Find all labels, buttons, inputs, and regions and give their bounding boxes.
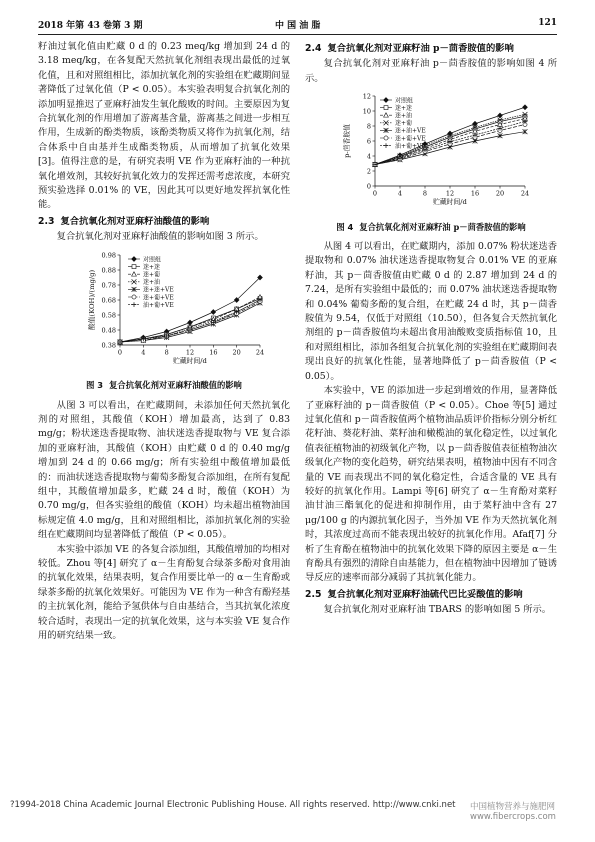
x-tick-label: 20 <box>495 189 505 198</box>
section-number: 2.5 <box>305 588 322 600</box>
legend-label: 迷+葡+VE <box>143 293 174 301</box>
section-title: 复合抗氧化剂对亚麻籽油硫代巴比妥酸值的影响 <box>327 588 523 600</box>
y-axis-label: 酸值(KOH)/(mg/g) <box>88 269 96 330</box>
legend-label: 迷+油+VE <box>395 127 426 135</box>
y-tick-label: 0.68 <box>101 296 116 305</box>
x-tick-label: 12 <box>185 348 195 357</box>
page-number: 121 <box>538 18 557 28</box>
y-tick-label: 0 <box>366 182 371 191</box>
copyright-line: ?1994-2018 China Academic Journal Electronic Publishing House. All rights reserved. http://www.cnki.net <box>10 800 456 810</box>
header-rule <box>38 34 557 35</box>
legend-label: 油+葡+VE <box>143 301 174 309</box>
y-axis-label: p-茴香胺值 <box>343 124 351 159</box>
x-axis-label: 贮藏时间/d <box>173 356 207 365</box>
legend-label: 对照组 <box>143 255 162 263</box>
data-point <box>498 113 503 118</box>
y-tick-label: 0.88 <box>101 266 116 275</box>
data-point <box>132 271 137 275</box>
x-tick-label: 4 <box>141 348 146 357</box>
legend <box>380 97 426 151</box>
legend-label: 迷+迷+VE <box>143 286 174 294</box>
data-point <box>384 113 389 117</box>
x-tick-label: 12 <box>445 189 455 198</box>
legend-label: 迷+迷 <box>395 105 413 113</box>
legend <box>128 255 174 309</box>
y-tick-label: 0.98 <box>101 251 116 260</box>
x-tick-label: 8 <box>422 189 428 198</box>
journal-name: 中 国 油 脂 <box>275 21 321 31</box>
figure-4-caption <box>305 220 557 234</box>
data-point <box>211 309 216 314</box>
x-tick-label: 0 <box>117 348 123 357</box>
x-tick-label: 24 <box>520 189 530 198</box>
figure-3-chart <box>38 249 290 371</box>
series-line <box>120 297 260 342</box>
running-header <box>0 18 595 32</box>
x-tick-label: 4 <box>397 189 403 198</box>
series-2 <box>118 294 263 343</box>
y-tick-label: 4 <box>366 152 371 161</box>
x-tick-label: 24 <box>255 348 265 357</box>
section-title: 复合抗氧化剂对亚麻籽油 p－茴香胺值的影响 <box>327 43 514 54</box>
section-number: 2.4 <box>305 43 322 54</box>
y-tick-label: 8 <box>366 122 371 131</box>
y-tick-label: 2 <box>366 167 371 176</box>
x-tick-label: 20 <box>232 348 241 357</box>
y-tick-label: 6 <box>366 137 371 146</box>
legend-label: 对照组 <box>395 97 414 105</box>
legend-label: 迷+葡 <box>395 120 413 128</box>
right-column <box>305 40 557 618</box>
paragraph: 本实验中添加 VE 的各复合添加组，其酸值增加的均相对较低。Zhou 等[4] 研究了 α－生育酚复合绿茶多酚对食用油的抗氧化效果，结果表明，复合作用要比单一的 α－生育酚或绿茶多酚的抗氧化效果好。可能因为 VE 作为一种含有酚羟基的主抗氧化剂，能给予氢供体与自由基结合，当其抗氧化浓度较合适时，表现出一定的抗氧化效果，这与本实验 VE 复合作用的研究结果一致。 <box>38 543 290 641</box>
y-tick-label: 0.48 <box>101 326 116 335</box>
figure-3 <box>38 249 290 376</box>
x-tick-label: 0 <box>372 189 378 198</box>
data-point <box>132 264 136 268</box>
figure-number: 图 4 <box>336 221 354 232</box>
figure-4-chart <box>305 90 557 212</box>
paragraph: 籽油过氧化值由贮藏 0 d 的 0.23 meq/kg 增加到 24 d 的 3.18 meq/kg，在各复配天然抗氧化剂组表现出最低的过氧化值，且和对照组相比，添加抗氧化剂的实验组在贮藏期间显著降低了过氧化值（P < 0.05）。本实验表明复合抗氧化剂的添加明显推迟了亚麻籽油发生氧化酸败的时间。主要原因为复合抗氧化剂的作用增加了游离基含量，游离基之间进一步相互作用，生成新的酚类物质，该酚类物质又将作为抗氧化剂，结合体系中自由基并生成酯类物质，从而增加了抗氧化效果[3]。值得注意的是，有研究表明 VE 作为亚麻籽油的一种抗氧化增效剂，其较好抗氧化效力的发挥还需考虑浓度，本研究预实验选择 0.01% 的 VE，因此其可以更好地发挥抗氧化性能。 <box>38 41 290 211</box>
x-tick-label: 8 <box>164 348 169 357</box>
figure-title: 复合抗氧化剂对亚麻籽油 p－茴香胺值的影响 <box>359 221 526 232</box>
x-axis-label: 贮藏时间/d <box>433 198 467 207</box>
x-tick-label: 16 <box>470 189 480 198</box>
figure-4 <box>305 90 557 217</box>
data-point <box>384 143 389 148</box>
paragraph: 本实验中，VE 的添加进一步起到增效的作用，显著降低了亚麻籽油的 p－茴香胺值（P < 0.05）。Choe 等[5] 通过过氧化值和 p－茴香胺值两个植物油品质评价指标分别分析红花籽油、葵花籽油、菜籽油和橄榄油的氧化稳定性，以过氧化值表征植物油的初级氧化产物，以 p－茴香胺值表征植物油次级氧化产物的变化趋势，研究结果表明，植物油中因有不同含量的 VE 而表现出不同的氧化稳定性，合适含量的 VE 具有较好的抗氧化作用。Lampi 等[6] 研究了 α－生育酚对菜籽油甘油三酯氧化的促进和抑制作用，由于菜籽油中含有 27 μg/100 g 的内源抗氧化因子，当外加 VE 作为天然抗氧化剂时，其浓度过高而不能表现出较好的抗氧化作用。Afaf[7] 分析了生育酚在植物油中的抗氧化效果下降的原因主要是 α－生育酚具有强烈的清除自由基能力，但在植物油中因增加了链诱导反应的速率而部分减弱了其抗氧化能力。 <box>305 385 557 584</box>
legend-label: 油+葡+VE <box>395 143 426 151</box>
y-tick-label: 0.58 <box>101 311 116 320</box>
watermark-text: 中国植物营养与施肥网 www.fibercrops.com <box>470 802 556 822</box>
data-point <box>132 256 137 261</box>
data-point <box>384 136 388 140</box>
left-column <box>38 40 290 643</box>
data-point <box>384 98 389 103</box>
y-tick-label: 12 <box>362 92 371 101</box>
legend-label: 迷+油 <box>395 112 413 120</box>
legend-label: 迷+油 <box>143 278 161 286</box>
x-tick-label: 16 <box>209 348 218 357</box>
paragraph: 复合抗氧化剂对亚麻籽油 TBARS 的影响如图 5 所示。 <box>323 604 552 616</box>
paragraph: 从图 3 可以看出，在贮藏期间，未添加任何天然抗氧化剂的对照组，其酸值（KOH）增加最高，达到了 0.83 mg/g；粉状迷迭香提取物、油状迷迭香提取物与 VE 复合添加的亚麻籽油，其酸值（KOH）由贮藏 0 d 的 0.40 mg/g 增加到 24 d 的 0.66 mg/g；所有实验组中酸值增加最低的：而油状迷迭香提取物与葡萄多酚复合添加组，在所有复配组中，其酸值增加最多，贮藏 24 d 时，酸值（KOH）为 0.70 mg/g，但各实验组的酸值（KOH）均未超出植物油国标规定值 4.0 mg/g，且和对照组相比，添加抗氧化剂的实验组在贮藏期间均显著降低了酸值（P < 0.05）。 <box>38 399 290 541</box>
paragraph: 复合抗氧化剂对亚麻籽油酸值的影响如图 3 所示。 <box>56 231 264 243</box>
section-heading-2-5 <box>305 588 557 602</box>
data-point <box>132 295 136 299</box>
section-number: 2.3 <box>38 215 55 227</box>
legend-label: 迷+葡 <box>143 271 161 279</box>
section-heading-2-4 <box>305 42 557 56</box>
paragraph: 从图 4 可以看出，在贮藏期内，添加 0.07% 粉状迷迭香提取物和 0.07% 油状迷迭香提取物复合 0.01% VE 的亚麻籽油，其 p－茴香胺值由贮藏 0 d 的 2.87 增加到 24 d 的 7.24，是所有实验组中最低的；而 0.07% 油状迷迭香提取物和 0.04% 葡萄多酚的复合组，在贮藏 24 d 时，其 p－茴香胺值为 9.54，仅低于对照组（10.50），但各复合天然抗氧化剂组的 p－茴香胺值均未超出食用油酸败变质指标值 10，且和对照组相比，添加各组复合抗氧化剂的实验组在贮藏期间表现出良好的抗氧化性能，显著地降低了 p－茴香胺值（P < 0.05）。 <box>305 241 557 382</box>
data-point <box>384 106 388 110</box>
y-tick-label: 0.38 <box>101 341 116 350</box>
y-tick-label: 0.78 <box>101 281 116 290</box>
data-point <box>132 302 137 307</box>
y-tick-label: 10 <box>362 107 371 116</box>
legend-label: 迷+葡+VE <box>395 135 426 143</box>
figure-title: 复合抗氧化剂对亚麻籽油酸值的影响 <box>109 380 242 391</box>
figure-number: 图 3 <box>86 380 104 391</box>
data-point <box>523 105 528 110</box>
section-heading-2-3 <box>38 215 290 229</box>
journal-issue: 2018 年第 43 卷第 3 期 <box>38 21 143 31</box>
section-title: 复合抗氧化剂对亚麻籽油酸值的影响 <box>60 215 210 227</box>
figure-3-caption <box>38 378 290 392</box>
legend-label: 迷+迷 <box>143 263 161 271</box>
paragraph: 复合抗氧化剂对亚麻籽油 p－茴香胺值的影响如图 4 所示。 <box>305 58 557 84</box>
